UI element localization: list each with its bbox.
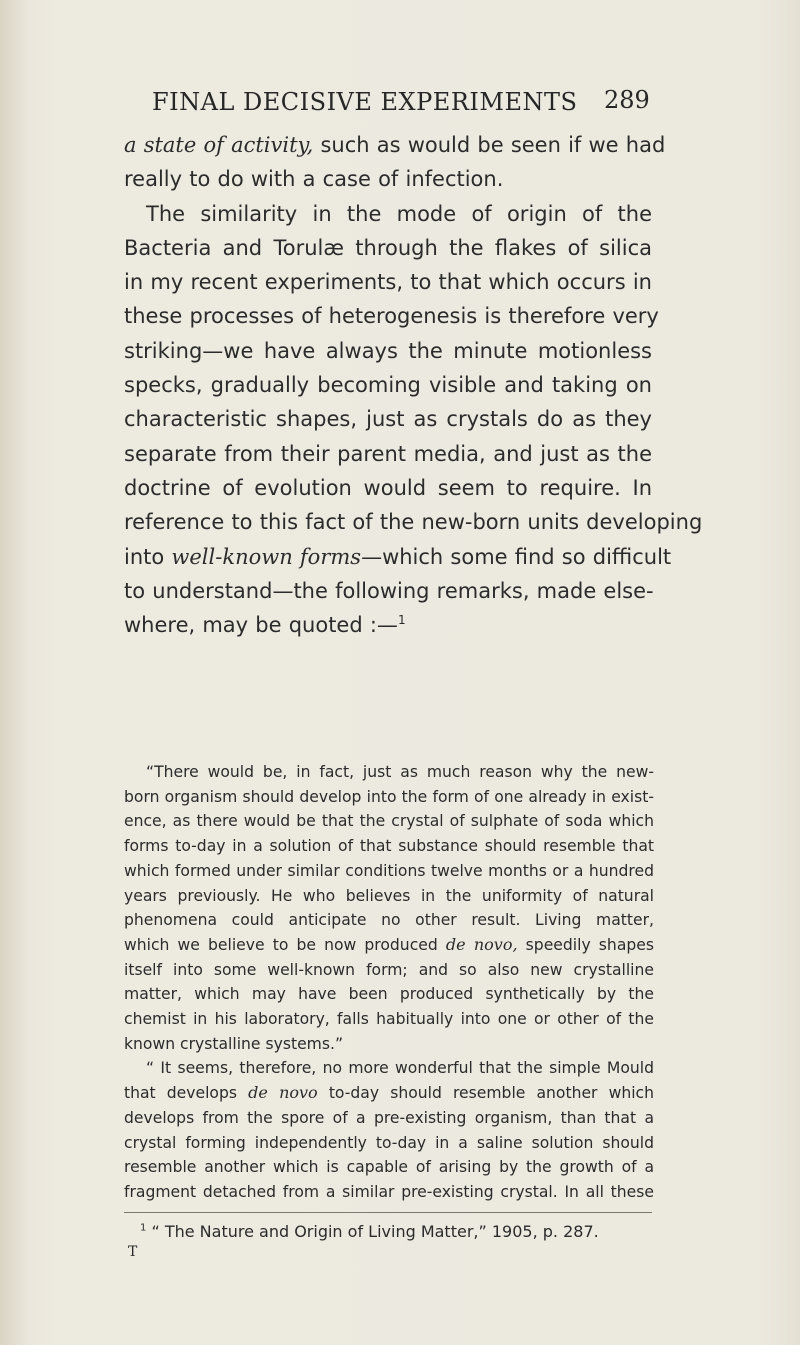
quote-line: “There would be, in fact, just as much reason why the new-: [146, 763, 654, 781]
text-line: striking—we have always the minute motionless: [124, 338, 652, 363]
quote-line: “ It seems, therefore, no more wonderful that the simple Mould: [146, 1059, 654, 1078]
footnote: [140, 1222, 599, 1241]
footnote-divider: [124, 1212, 652, 1213]
italic-phrase: well-known forms: [171, 544, 362, 569]
page-number: 289: [604, 86, 650, 114]
quote-line: known crystalline systems.”: [124, 1034, 344, 1053]
text-line: separate from their parent media, and just as the: [124, 441, 652, 466]
page-header: [0, 88, 800, 118]
footnote-text: “ The Nature and Origin of Living Matter,” 1905, p. 287.: [146, 1222, 599, 1241]
text-line: these processes of heterogenesis is therefore very: [124, 304, 659, 329]
text-line: characteristic shapes, just as crystals do as they: [124, 407, 652, 432]
italic-phrase: de novo,: [445, 934, 518, 954]
text-run: —which some find so difficult: [361, 544, 672, 569]
quote-line: fragment detached from a similar pre-existing crystal. In all these: [124, 1182, 654, 1201]
quote-line: develops from the spore of a pre-existing organism, than that a: [124, 1108, 654, 1127]
text-run: where, may be quoted :—: [124, 613, 398, 638]
quote-line: which formed under similar conditions twelve months or a hundred: [124, 861, 654, 880]
text-line: [124, 608, 652, 642]
text-line: specks, gradually becoming visible and taking on: [124, 373, 652, 398]
text-run: such as would be seen if we had: [313, 133, 666, 157]
main-paragraph: [124, 128, 703, 642]
quote-line: chemist in his laboratory, falls habitually into one or other of the: [124, 1010, 654, 1029]
text-line: Bacteria and Torulæ through the flakes of silica: [124, 235, 652, 260]
text-run: to-day should resemble another which: [317, 1084, 655, 1103]
quote-line: itself into some well-known form; and so also new crystalline: [124, 960, 654, 979]
quote-line: crystal forming independently to-day in a saline solution should: [124, 1133, 654, 1152]
text-line: The similarity in the mode of origin of the: [146, 201, 652, 226]
text-run: that develops: [124, 1084, 249, 1103]
quote-line: [124, 1081, 654, 1106]
text-run: which we believe to be now produced: [124, 935, 446, 954]
quote-line: [124, 933, 654, 958]
text-line: really to do with a case of infection.: [124, 167, 504, 192]
italic-phrase: de novo: [248, 1083, 318, 1103]
signature-mark: T: [128, 1244, 138, 1260]
quote-line: born organism should develop into the form of one already in exist-: [124, 787, 654, 806]
footnote-reference: 1: [397, 613, 406, 628]
quote-line: ence, as there would be that the crystal of sulphate of soda which: [124, 812, 654, 831]
quote-line: phenomena could anticipate no other result. Living matter,: [124, 911, 654, 930]
text-run: speedily shapes: [517, 935, 654, 954]
quote-line: forms to-day in a solution of that substance should resemble that: [124, 837, 654, 856]
text-line: reference to this fact of the new-born units developing: [124, 510, 703, 535]
text-line: to understand—the following remarks, made else-: [124, 578, 654, 603]
block-quotation: [124, 760, 654, 1205]
text-line: doctrine of evolution would seem to require. In: [124, 475, 652, 500]
italic-phrase: a state of activity,: [124, 133, 314, 157]
quote-line: resemble another which is capable of arising by the growth of a: [124, 1158, 654, 1177]
text-line: [124, 540, 672, 574]
text-line: in my recent experiments, to that which occurs in: [124, 270, 652, 295]
quote-line: matter, which may have been produced synthetically by the: [124, 985, 654, 1004]
quote-line: years previously. He who believes in the uniformity of natural: [124, 886, 654, 905]
footnote-marker: 1: [140, 1222, 147, 1234]
running-head: FINAL DECISIVE EXPERIMENTS: [152, 88, 578, 116]
text-line: [124, 128, 666, 162]
text-run: into: [124, 544, 172, 569]
